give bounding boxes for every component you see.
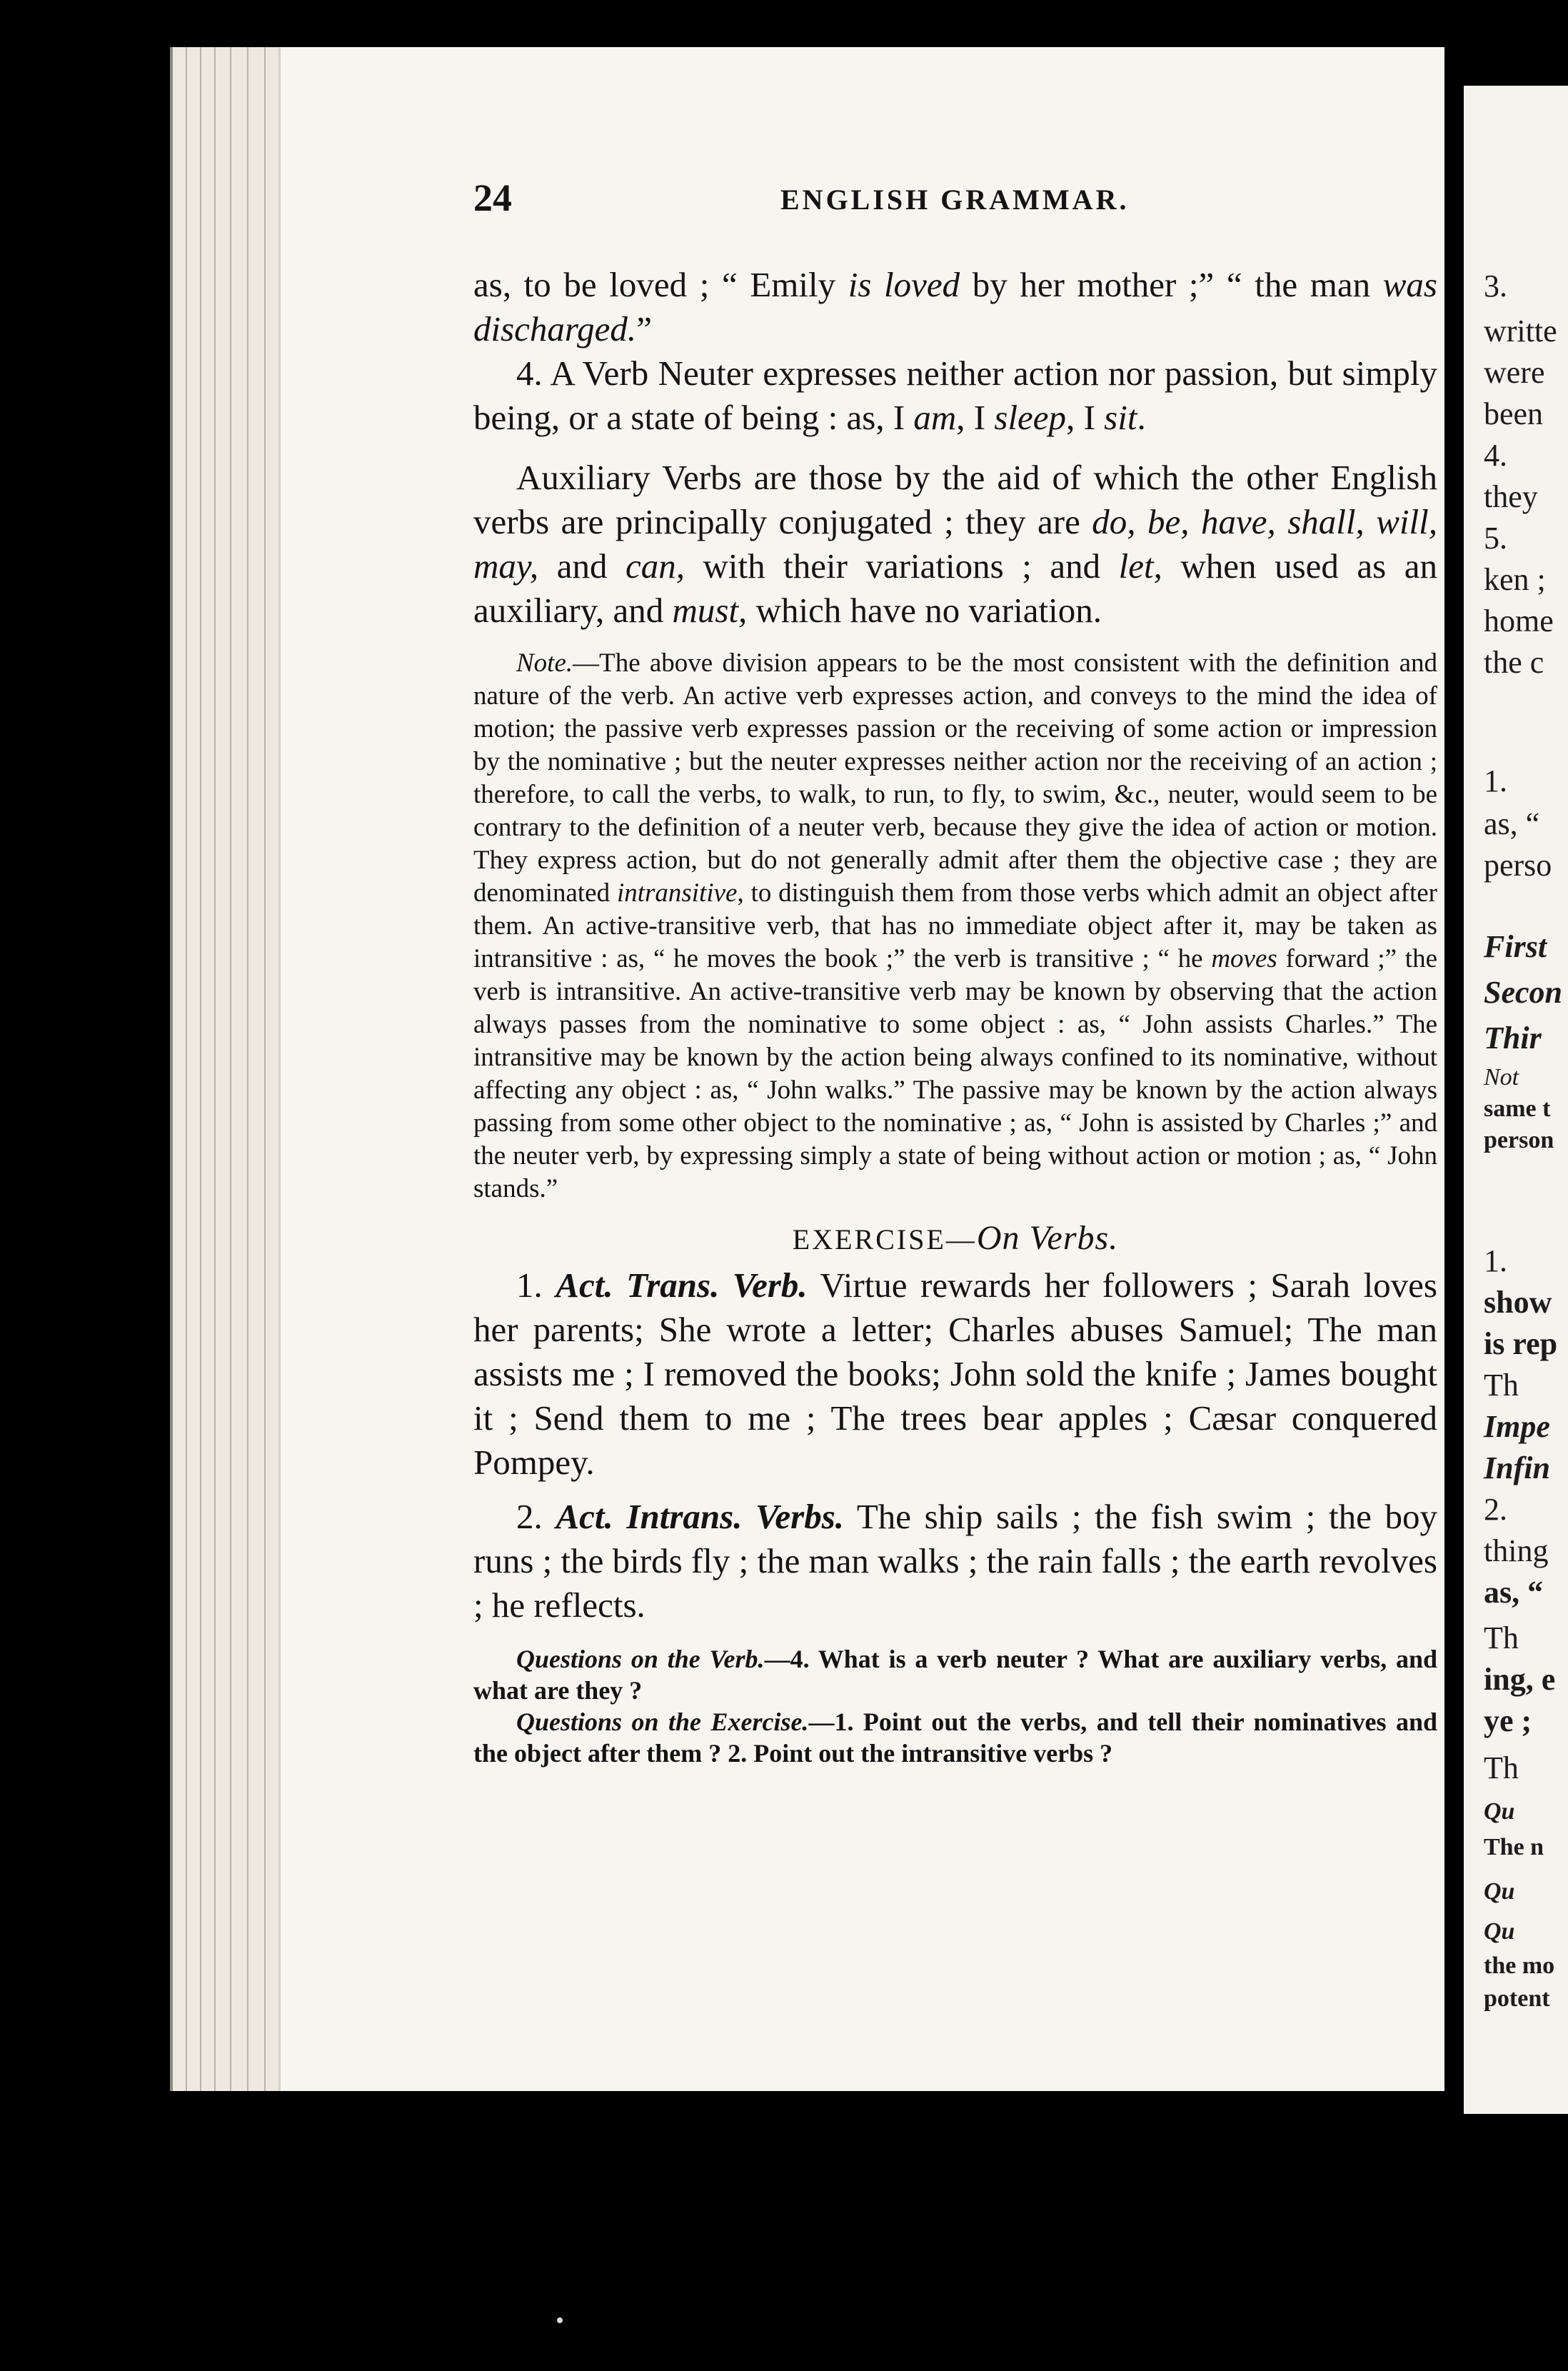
facing-text: Th (1484, 1750, 1519, 1785)
facing-text: the mo (1484, 1953, 1555, 1979)
facing-text: Secon (1484, 975, 1562, 1010)
intro-paragraph: as, to be loved ; “ Emily is loved by her mother ;” “ the man was discharged.” (473, 265, 1437, 349)
facing-text: were (1484, 355, 1545, 390)
facing-text: is rep (1484, 1326, 1558, 1361)
facing-text: Qu (1484, 1798, 1515, 1825)
facing-text: 5. (1484, 521, 1507, 556)
note-paragraph: Note.—The above division appears to be the most consistent with the definition and nature of the verb. An active verb expresses action, and conveys to the mind the idea of motion; the passive verb expresses passion or the receiving of some action or impression by the nominative ; but the neuter expresses neither action nor the receiving of an action ; therefore, to call the verbs, to walk, to run, to fly, to swim, &c., neuter, would seem to be contrary to the definition of a neuter verb, because they give the idea of action or motion. They express action, but do not generally admit after them the objective case ; they are denominated intransitive, to distinguish them from those verbs which admit an object after them. An active-transitive verb, that has no immediate object after it, may be taken as intransitive : as, “ he moves the book ;” the verb is transitive ; “ he moves forward ;” the verb is intransitive. An active-transitive verb may be known by observing that the action always passes from the nominative to some object : as, “ John assists Charles.” The intransitive may be known by the action being always confined to its nominative, without affecting any object : as, “ John walks.” The passive may be known by the action always passing from some other object to the nominative ; as, “ John is assisted by Charles ;” and the neuter verb, by expressing simply a state of being without action or motion ; as, “ John stands.” (473, 648, 1437, 1203)
facing-text: 2. (1484, 1492, 1507, 1527)
facing-text: same t (1484, 1096, 1551, 1122)
page-number: 24 (473, 176, 512, 219)
exercise-heading: EXERCISE—On Verbs. (792, 1219, 1119, 1257)
facing-text: 4. (1484, 438, 1507, 473)
facing-text: Infin (1484, 1450, 1550, 1485)
facing-text: as, “ (1484, 806, 1540, 841)
facing-text: thing (1484, 1533, 1549, 1568)
facing-text: perso (1484, 848, 1552, 883)
facing-text: ye ; (1484, 1703, 1532, 1738)
auxiliary-verbs-paragraph: Auxiliary Verbs are those by the aid of which the other English verbs are principally conjugated ; they are do, be, have, shall, will, may, and can, with their variations ; and let, when used as an auxiliary, and must, which have no variation. (473, 458, 1438, 630)
body-text (473, 263, 1437, 1769)
facing-text: 3. (1484, 269, 1507, 304)
facing-text: ken ; (1484, 562, 1546, 597)
page-edge-stack (170, 47, 294, 2091)
dust-speck (557, 2317, 563, 2323)
facing-text: Thir (1484, 1021, 1542, 1056)
facing-text: The n (1484, 1834, 1544, 1860)
facing-page-fragment (1464, 86, 1568, 2114)
facing-text: First (1484, 929, 1547, 964)
exercise-2: 2. Act. Intrans. Verbs. The ship sails ; the fish swim ; the boy runs ; the birds fly ; the man walks ; the rain falls ; the earth revolves ; he reflects. (473, 1497, 1438, 1625)
facing-text: Th (1484, 1620, 1519, 1655)
facing-text: been (1484, 396, 1544, 431)
facing-text: person (1484, 1127, 1554, 1153)
facing-text: they (1484, 479, 1538, 514)
facing-text: writte (1484, 314, 1557, 349)
facing-text: Not (1484, 1064, 1519, 1091)
facing-text: potent (1484, 1985, 1550, 2012)
facing-text: 1. (1484, 763, 1507, 798)
facing-text: Qu (1484, 1918, 1515, 1945)
facing-text: ing, e (1484, 1662, 1556, 1697)
book-page (278, 47, 1444, 2091)
facing-text: Th (1484, 1368, 1519, 1403)
facing-text: home (1484, 603, 1554, 638)
facing-text: show (1484, 1285, 1552, 1320)
facing-text: Impe (1484, 1409, 1550, 1444)
facing-text: Qu (1484, 1878, 1515, 1905)
facing-text: as, “ (1484, 1575, 1544, 1610)
questions-on-verb: Questions on the Verb.—4. What is a verb neuter ? What are auxiliary verbs, and what are they ? (473, 1645, 1438, 1705)
facing-text: 1. (1484, 1243, 1507, 1278)
running-head: ENGLISH GRAMMAR. (780, 184, 1130, 216)
verb-neuter-paragraph: 4. A Verb Neuter expresses neither action nor passion, but simply being, or a state of being : as, I am, I sleep, I sit. (473, 354, 1437, 437)
questions-on-exercise: Questions on the Exercise.—1. Point out the verbs, and tell their nominatives and the object after them ? 2. Point out the intransitive verbs ? (473, 1708, 1437, 1768)
exercise-1: 1. Act. Trans. Verb. Virtue rewards her followers ; Sarah loves her parents; She wrote a letter; Charles abuses Samuel; The man assists me ; I removed the books; John sold the knife ; James bought it ; Send them to me ; The trees bear apples ; Cæsar conquered Pompey. (473, 1265, 1437, 1482)
facing-text: the c (1484, 645, 1544, 680)
page-header (473, 176, 1437, 226)
